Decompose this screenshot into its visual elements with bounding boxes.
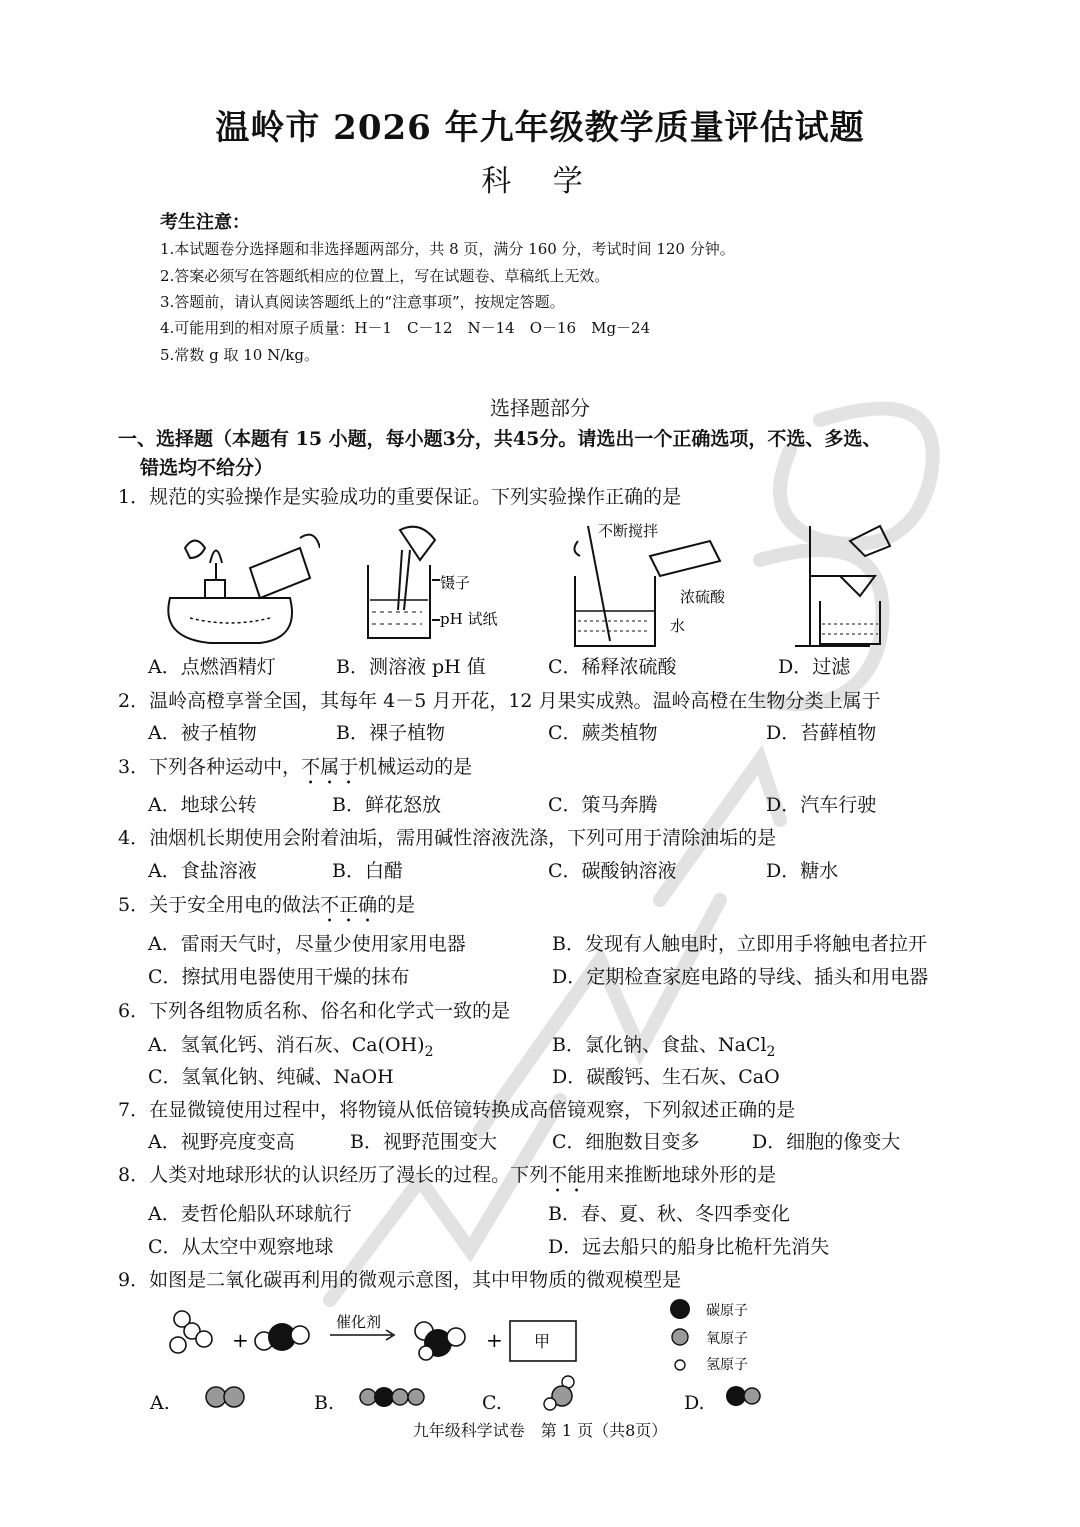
note-3: 3.答题前，请认真阅读答题纸上的“注意事项”，按规定答题。 — [160, 293, 565, 311]
q4-option-b[interactable]: B．白醋 — [332, 860, 403, 882]
q8-option-a[interactable]: A．麦哲伦船队环球航行 — [148, 1203, 352, 1225]
page-title: 温岭市 2026 年九年级教学质量评估试题 — [215, 108, 865, 148]
q9-option-c[interactable]: C. — [482, 1392, 502, 1414]
q2-option-d[interactable]: D．苔藓植物 — [766, 722, 877, 744]
q5-option-a[interactable]: A．雷雨天气时，尽量少使用家用电器 — [148, 933, 466, 955]
q1-figure-ph-test — [360, 520, 520, 650]
q9-option-d[interactable]: D. — [684, 1392, 705, 1414]
q2-option-c[interactable]: C．蕨类植物 — [548, 722, 658, 744]
part-heading-cont: 错选均不给分） — [140, 457, 274, 479]
emphasis: 不正确 — [320, 894, 378, 916]
question-7-stem: 7．在显微镜使用过程中，将物镜从低倍镜转换成高倍镜观察，下列叙述正确的是 — [118, 1099, 796, 1121]
note-2: 2.答案必须写在答题纸相应的位置上，写在试题卷、草稿纸上无效。 — [160, 267, 610, 285]
legend-oxygen: 氧原子 — [706, 1331, 748, 1347]
label-acid: 浓硫酸 — [680, 588, 726, 606]
q4-option-c[interactable]: C．碳酸钠溶液 — [548, 860, 677, 882]
legend-carbon: 碳原子 — [706, 1303, 748, 1319]
svg-text:+: + — [486, 1328, 503, 1352]
question-6-stem: 6．下列各组物质名称、俗名和化学式一致的是 — [118, 1000, 511, 1022]
catalyst-label: 催化剂 — [336, 1313, 382, 1331]
q1-figure-filtration — [790, 516, 900, 651]
q1-option-b[interactable]: B．测溶液 pH 值 — [336, 656, 486, 678]
q9-option-d-model — [722, 1380, 772, 1414]
q9-option-b[interactable]: B. — [314, 1392, 335, 1414]
q7-option-c[interactable]: C．细胞数目变多 — [552, 1131, 700, 1153]
q5-option-d[interactable]: D．定期检查家庭电路的导线、插头和用电器 — [552, 966, 929, 988]
section-title: 选择题部分 — [490, 396, 590, 420]
q9-reaction-diagram — [160, 1295, 800, 1375]
q1-option-a[interactable]: A．点燃酒精灯 — [148, 656, 276, 678]
q1-figure-alcohol-lamp — [150, 518, 320, 648]
legend-hydrogen: 氢原子 — [706, 1357, 748, 1373]
q4-option-d[interactable]: D．糖水 — [766, 860, 839, 882]
q3-option-b[interactable]: B．鲜花怒放 — [332, 794, 441, 816]
notes-heading: 考生注意： — [160, 212, 250, 233]
q1-option-c[interactable]: C．稀释浓硫酸 — [548, 656, 677, 678]
q3-option-a[interactable]: A．地球公转 — [148, 794, 257, 816]
q9-option-c-model — [540, 1372, 590, 1412]
label-stir: 不断搅拌 — [598, 522, 659, 540]
jia-box-label: 甲 — [534, 1332, 551, 1351]
q1-option-d[interactable]: D．过滤 — [778, 656, 851, 678]
emphasis: 不能 — [548, 1164, 587, 1186]
part-heading: 一、选择题（本题有 15 小题，每小题3分，共45分。请选出一个正确选项，不选、多选、 — [118, 428, 882, 450]
q6-option-d[interactable]: D．碳酸钙、生石灰、CaO — [552, 1066, 780, 1088]
note-1: 1.本试题卷分选择题和非选择题两部分，共 8 页，满分 160 分，考试时间 120 分钟。 — [160, 240, 735, 258]
question-9-stem: 9．如图是二氧化碳再利用的微观示意图，其中甲物质的微观模型是 — [118, 1269, 682, 1291]
q8-option-c[interactable]: C．从太空中观察地球 — [148, 1236, 334, 1258]
q9-option-b-model — [356, 1382, 436, 1412]
page-footer: 九年级科学试卷 第 1 页（共8页） — [412, 1421, 668, 1440]
q5-option-c[interactable]: C．擦拭用电器使用干燥的抹布 — [148, 966, 410, 988]
q6-option-a[interactable]: A．氢氧化钙、消石灰、$Ca(OH)_2$ — [148, 1034, 434, 1060]
label-water: 水 — [670, 617, 686, 635]
question-4-stem: 4．油烟机长期使用会附着油垢，需用碱性溶液洗涤，下列可用于清除油垢的是 — [118, 827, 777, 849]
question-3-stem: 3．下列各种运动中，不属于机械运动的是 — [118, 756, 473, 778]
q2-option-b[interactable]: B．裸子植物 — [336, 722, 445, 744]
q7-option-b[interactable]: B．视野范围变大 — [350, 1131, 497, 1153]
q9-option-a[interactable]: A. — [150, 1392, 170, 1414]
q4-option-a[interactable]: A．食盐溶液 — [148, 860, 257, 882]
q3-option-c[interactable]: C．策马奔腾 — [548, 794, 658, 816]
q2-option-a[interactable]: A．被子植物 — [148, 722, 257, 744]
q3-option-d[interactable]: D．汽车行驶 — [766, 794, 877, 816]
q6-option-b[interactable]: B．氯化钠、食盐、NaCl$_2$ — [552, 1034, 776, 1060]
q6-option-c[interactable]: C．氢氧化钠、纯碱、NaOH — [148, 1066, 394, 1088]
q7-option-a[interactable]: A．视野亮度变高 — [148, 1131, 295, 1153]
svg-text:+: + — [232, 1328, 249, 1352]
subject-title: 科 学 — [481, 164, 599, 199]
label-ph-paper: pH 试纸 — [440, 610, 498, 628]
q7-option-d[interactable]: D．细胞的像变大 — [752, 1131, 901, 1153]
note-5: 5.常数 g 取 10 N/kg。 — [160, 346, 319, 364]
note-4: 4.可能用到的相对原子质量：H－1 C－12 N－14 O－16 Mg－24 — [160, 319, 651, 337]
emphasis: 不属于 — [301, 756, 359, 778]
question-2-stem: 2．温岭高橙享誉全国，其每年 4－5 月开花，12 月果实成熟。温岭高橙在生物分类上属于 — [118, 690, 881, 712]
label-tweezers: 镊子 — [440, 574, 471, 592]
question-8-stem: 8．人类对地球形状的认识经历了漫长的过程。下列不能用来推断地球外形的是 — [118, 1164, 777, 1186]
q5-option-b[interactable]: B．发现有人触电时，立即用手将触电者拉开 — [552, 933, 927, 955]
question-5-stem: 5．关于安全用电的做法不正确的是 — [118, 894, 416, 916]
q1-figure-dilute-acid — [560, 516, 750, 656]
q9-option-a-model — [200, 1382, 260, 1412]
q8-option-d[interactable]: D．远去船只的船身比桅杆先消失 — [548, 1236, 830, 1258]
question-1-stem: 1．规范的实验操作是实验成功的重要保证。下列实验操作正确的是 — [118, 486, 682, 508]
q8-option-b[interactable]: B．春、夏、秋、冬四季变化 — [548, 1203, 790, 1225]
